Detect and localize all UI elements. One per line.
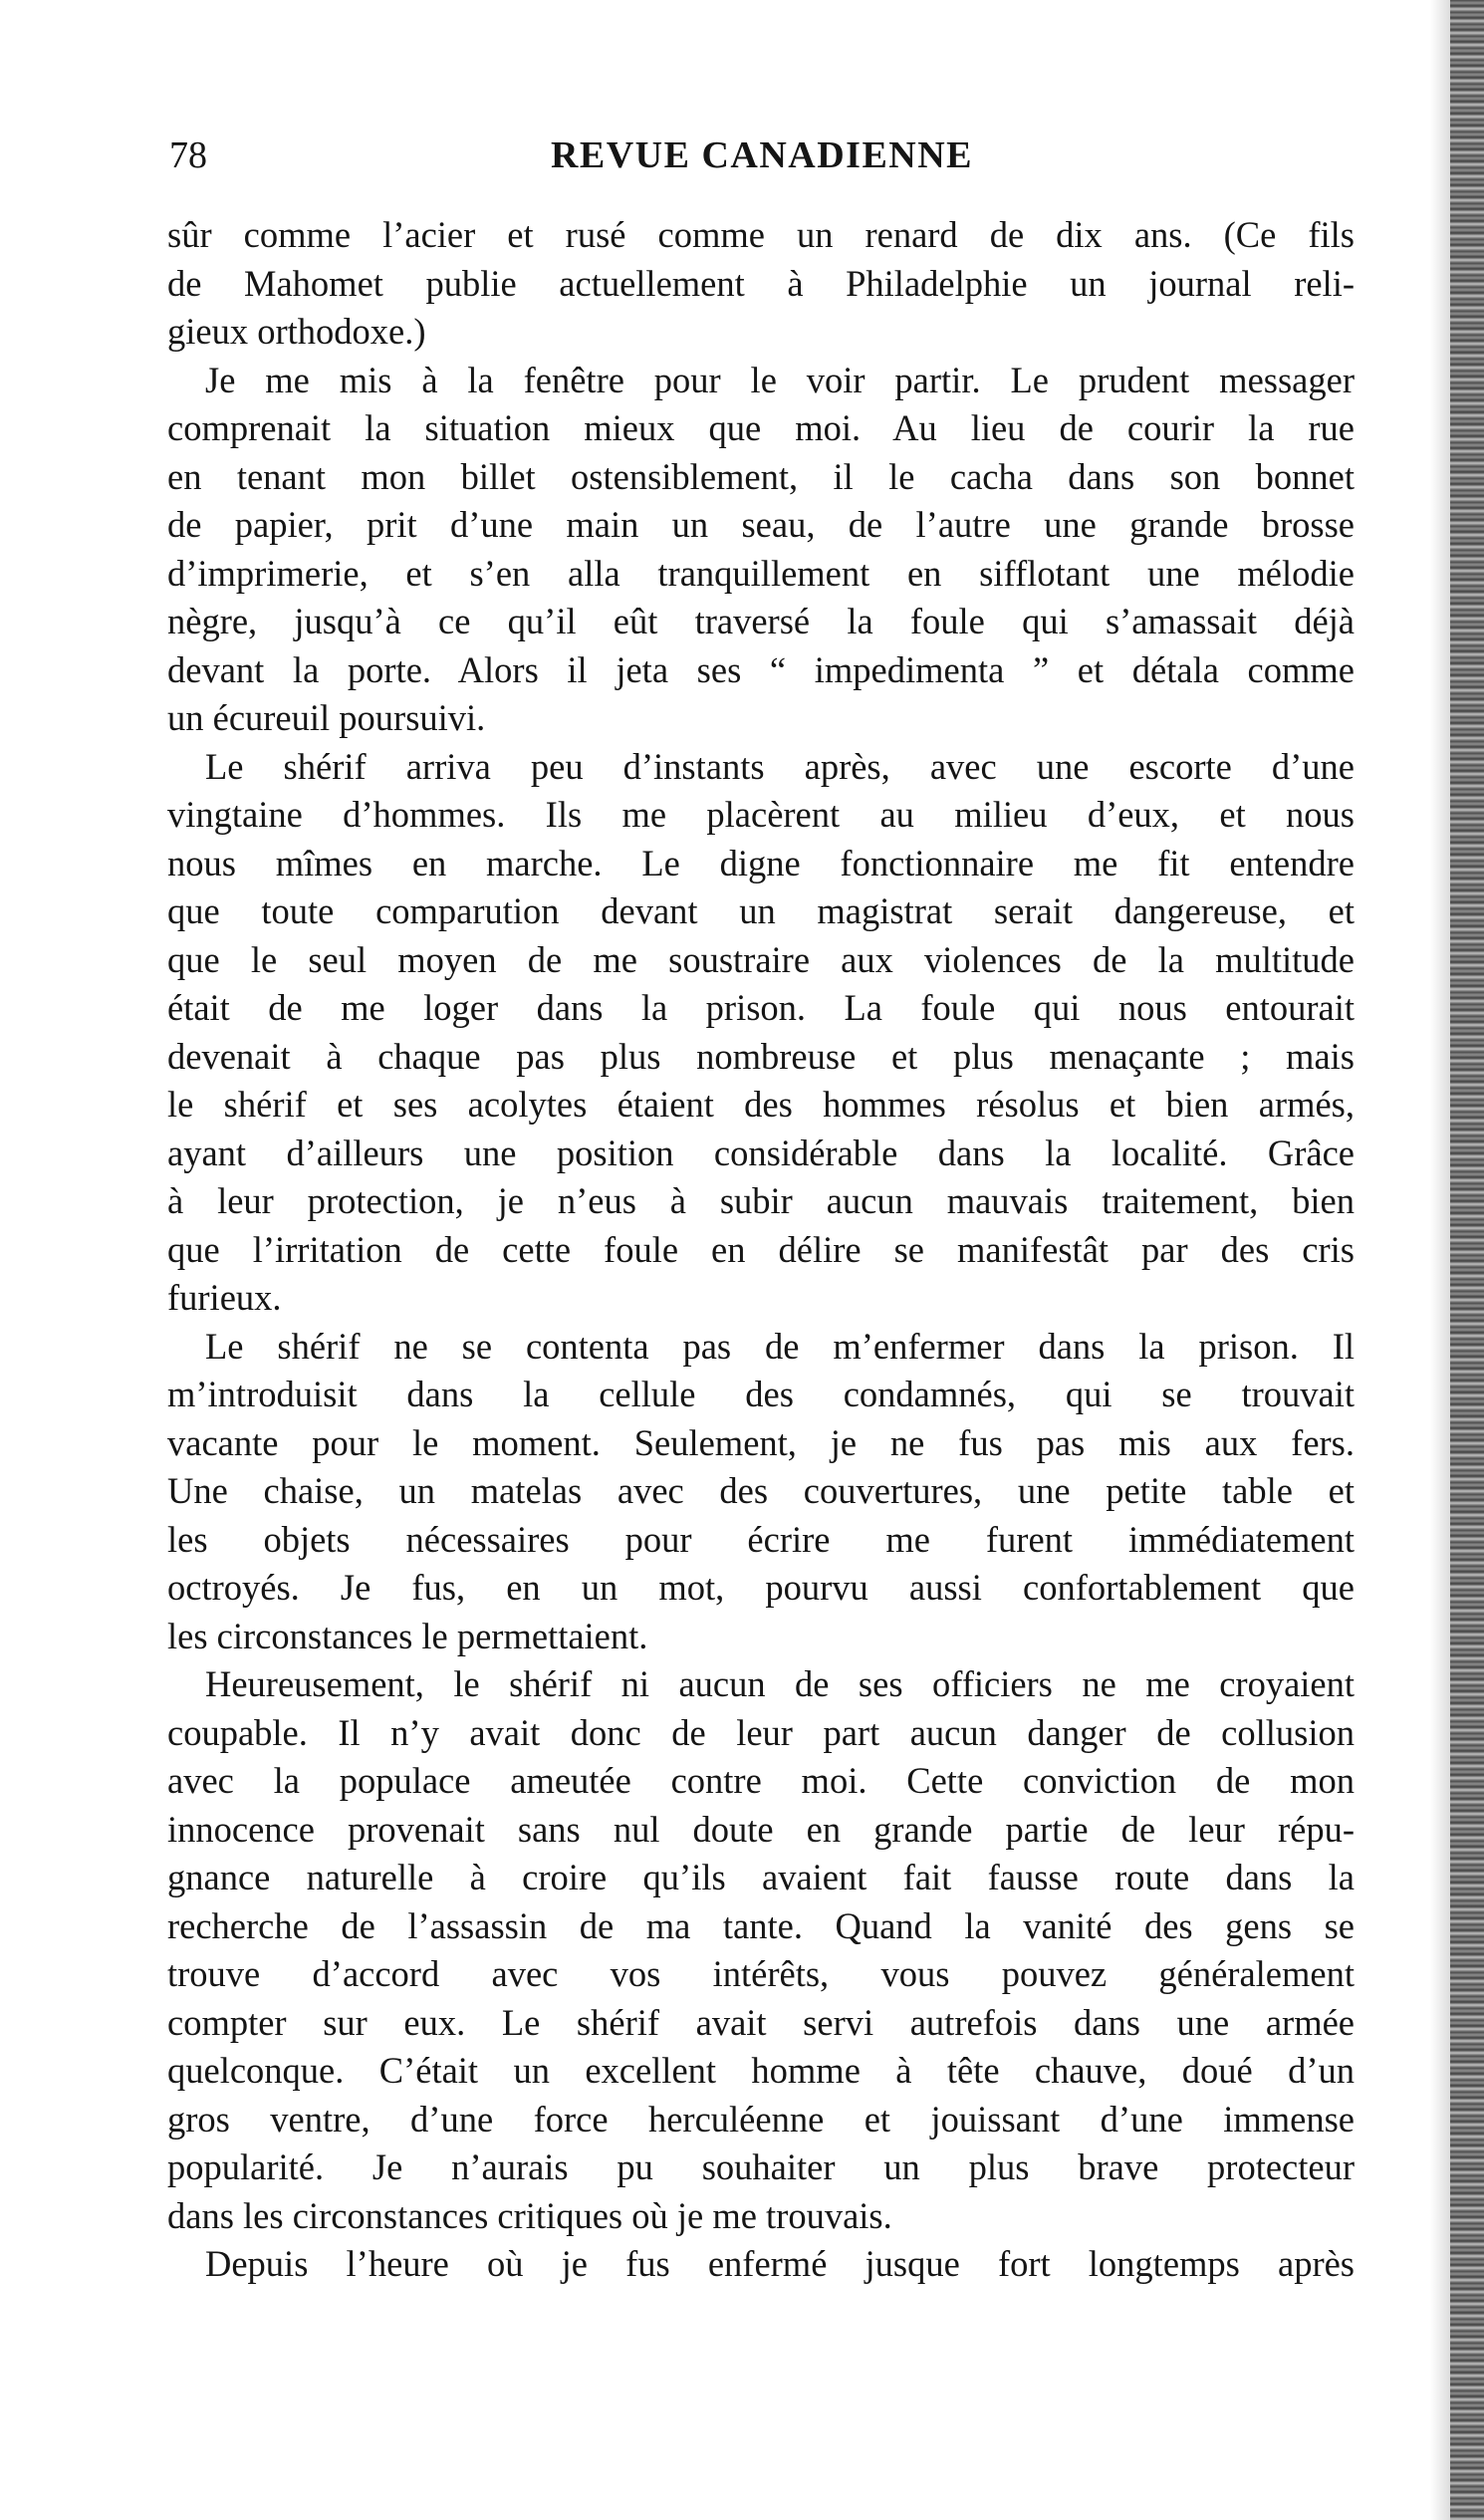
running-head: REVUE CANADIENNE xyxy=(550,134,974,176)
text-line: un écureuil poursuivi. xyxy=(167,697,486,738)
text-line: octroyés. Je fus, en un mot, pourvu aussi confortablement que xyxy=(167,1567,1355,1608)
text-line: trouve d’accord avec vos intérêts, vous pouvez généralement xyxy=(167,1953,1355,1994)
text-line: nègre, jusqu’à ce qu’il eût traversé la foule qui s’amassait déjà xyxy=(167,601,1355,641)
text-line: compter sur eux. Le shérif avait servi autrefois dans une armée xyxy=(167,2001,1355,2043)
text-line: recherche de l’assassin de ma tante. Quand la vanité des gens se xyxy=(167,1904,1355,1946)
text-line: vingtaine d’hommes. Ils me placèrent au milieu d’eux, et nous xyxy=(167,794,1355,835)
text-line: le shérif et ses acolytes étaient des hommes résolus et bien armés, xyxy=(167,1084,1355,1125)
text-line: les circonstances le permettaient. xyxy=(167,1615,648,1656)
text-line: Une chaise, un matelas avec des couvertures, une petite table et xyxy=(167,1470,1355,1511)
text-line: gnance naturelle à croire qu’ils avaient fait fausse route dans la xyxy=(167,1857,1355,1897)
text-line: les objets nécessaires pour écrire me furent immédiatement xyxy=(167,1518,1355,1560)
text-line: Le shérif arriva peu d’instants après, avec une escorte d’une xyxy=(205,745,1355,787)
text-line: devant la porte. Alors il jeta ses “ impedimenta ” et détala comme xyxy=(167,648,1355,690)
scanned-binding-edge xyxy=(1450,0,1484,2520)
text-line: avec la populace ameutée contre moi. Cette conviction de mon xyxy=(167,1760,1355,1801)
text-line: quelconque. C’était un excellent homme à tête chauve, doué d’un xyxy=(167,2050,1355,2091)
text-line: Je me mis à la fenêtre pour le voir partir. Le prudent messager xyxy=(205,359,1355,400)
text-line: innocence provenait sans nul doute en grande partie de leur répu- xyxy=(167,1808,1355,1850)
text-line: que l’irritation de cette foule en délire se manifestât par des cris xyxy=(167,1228,1355,1270)
text-line: devenait à chaque pas plus nombreuse et plus menaçante ; mais xyxy=(167,1035,1355,1077)
text-line: à leur protection, je n’eus à subir aucun mauvais traitement, bien xyxy=(167,1180,1355,1221)
page-number: 78 xyxy=(169,134,207,176)
text-line: gros ventre, d’une force herculéenne et jouissant d’une immense xyxy=(167,2098,1355,2140)
text-line: d’imprimerie, et s’en alla tranquillement en sifflotant une mélodie xyxy=(167,552,1355,594)
text-line: vacante pour le moment. Seulement, je ne fus pas mis aux fers. xyxy=(167,1421,1355,1463)
text-line: en tenant mon billet ostensiblement, il le cacha dans son bonnet xyxy=(167,455,1355,497)
text-line: que le seul moyen de me soustraire aux violences de la multitude xyxy=(167,938,1355,980)
text-line: ayant d’ailleurs une position considérable dans la localité. Grâce xyxy=(167,1132,1355,1173)
text-line: popularité. Je n’aurais pu souhaiter un plus brave protecteur xyxy=(167,2146,1355,2187)
text-line: furieux. xyxy=(167,1277,282,1318)
text-line: nous mîmes en marche. Le digne fonctionnaire me fit entendre xyxy=(167,842,1355,883)
page-edge-shadow xyxy=(1430,0,1450,2520)
text-line: Heureusement, le shérif ni aucun de ses officiers ne me croyaient xyxy=(205,1663,1355,1704)
text-line: gieux orthodoxe.) xyxy=(167,311,426,352)
page-header xyxy=(169,127,1355,183)
text-line: Depuis l’heure où je fus enfermé jusque fort longtemps après xyxy=(205,2243,1355,2284)
text-line: que toute comparution devant un magistrat serait dangereuse, et xyxy=(167,890,1355,931)
text-line: m’introduisit dans la cellule des condamnés, qui se trouvait xyxy=(167,1374,1355,1414)
text-line: de Mahomet publie actuellement à Philadelphie un journal reli- xyxy=(167,262,1355,304)
text-line: était de me loger dans la prison. La foule qui nous entourait xyxy=(167,987,1355,1028)
text-line: sûr comme l’acier et rusé comme un renard de dix ans. (Ce fils xyxy=(167,214,1355,255)
text-line: comprenait la situation mieux que moi. Au lieu de courir la rue xyxy=(167,407,1355,448)
body-text xyxy=(167,211,1355,2289)
text-line: de papier, prit d’une main un seau, de l’autre une grande brosse xyxy=(167,504,1355,545)
text-line: Le shérif ne se contenta pas de m’enfermer dans la prison. Il xyxy=(205,1325,1355,1367)
text-line: dans les circonstances critiques où je me trouvais. xyxy=(167,2194,892,2236)
text-line: coupable. Il n’y avait donc de leur part aucun danger de collusion xyxy=(167,1711,1355,1753)
